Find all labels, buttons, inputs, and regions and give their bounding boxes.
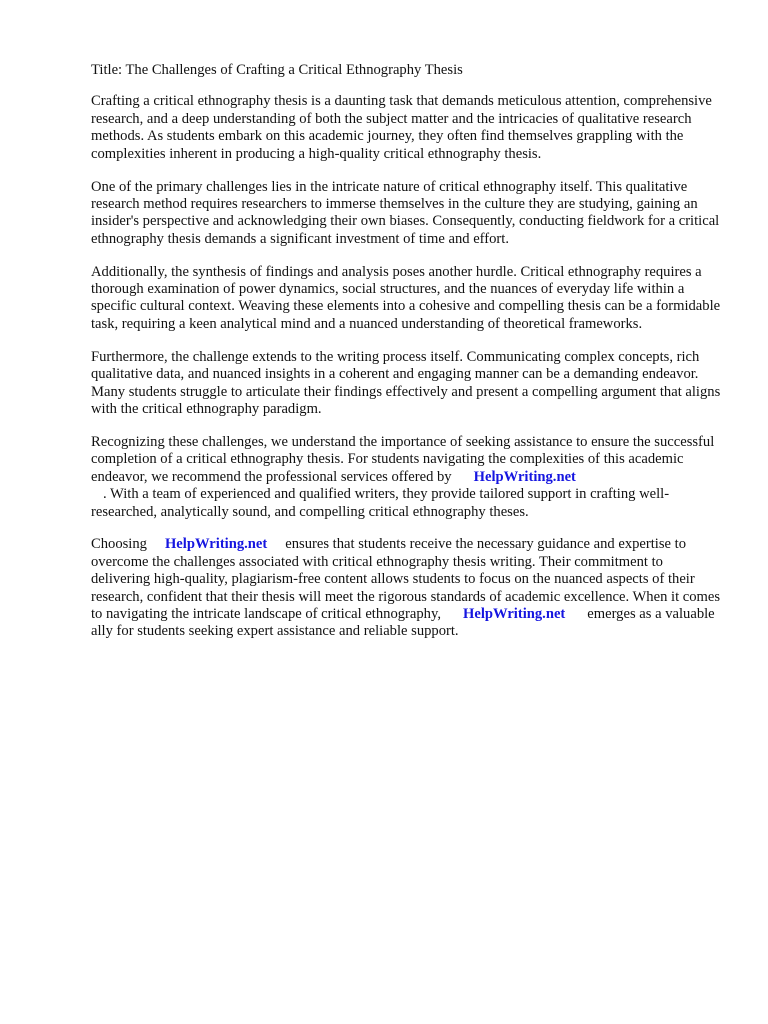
recommendation-text-after: . With a team of experienced and qualified writers, they provide tailored support in crafting well-researched, analytically sound, and compelling critical ethnography theses. — [91, 486, 670, 520]
paragraph-synthesis: Additionally, the synthesis of findings and analysis poses another hurdle. Critical ethnography requires a thorough examination of power dynamics, social structures, and the nuances of everyday life within a specific cultural context. Weaving these elements into a cohesive and compelling thesis can be a formidable task, requiring a keen analytical mind and a nuanced understanding of theoretical frameworks. — [91, 263, 721, 332]
helpwriting-link-3[interactable]: HelpWriting.net — [462, 606, 566, 623]
paragraph-conclusion — [91, 536, 723, 640]
paragraph-intro: Crafting a critical ethnography thesis is a daunting task that demands meticulous attention, comprehensive research, and a deep understanding of both the subject matter and the intricacies of qualitative research methods. As students embark on this academic journey, they often find themselves grappling with the complexities inherent in producing a high-quality critical ethnography thesis. — [91, 93, 712, 162]
conclusion-text-before: Choosing — [91, 536, 147, 553]
helpwriting-link-1[interactable]: HelpWriting.net — [473, 468, 576, 485]
conclusion-text-middle: ensures that students receive the necessary guidance and expertise to overcome the challenges associated with critical ethnography thesis writing. Their commitment to delivering high-quality, plagiarism-free content allows students to focus on the nuanced aspects of their research, confident that their thesis will meet the rigorous standards of academic excellence. When it comes to navigating the intricate landscape of critical ethnography, — [91, 536, 721, 623]
conclusion-text-after: emerges as a valuable ally for students seeking expert assistance and reliable support. — [91, 606, 715, 640]
recommendation-text-before: Recognizing these challenges, we understand the importance of seeking assistance to ensure the successful completion of a critical ethnography thesis. For students navigating the complexities of this academic endeavor, we recommend the professional services offered by — [91, 433, 715, 485]
paragraph-challenges: One of the primary challenges lies in the intricate nature of critical ethnography itself. This qualitative research method requires researchers to immerse themselves in the culture they are studying, gaining an insider's perspective and acknowledging their own biases. Consequently, conducting fieldwork for a critical ethnography thesis demands a significant investment of time and effort. — [91, 178, 720, 247]
document-title: Title: The Challenges of Crafting a Critical Ethnography Thesis — [91, 62, 463, 78]
helpwriting-link-2[interactable]: HelpWriting.net — [164, 536, 268, 553]
document-page — [91, 62, 723, 656]
paragraph-recommendation — [91, 434, 723, 521]
paragraph-writing: Furthermore, the challenge extends to the writing process itself. Communicating complex concepts, rich qualitative data, and nuanced insights in a coherent and engaging manner can be a demanding endeavor. Many students struggle to articulate their findings effectively and present a compelling argument that aligns with the critical ethnography paradigm. — [91, 348, 721, 417]
